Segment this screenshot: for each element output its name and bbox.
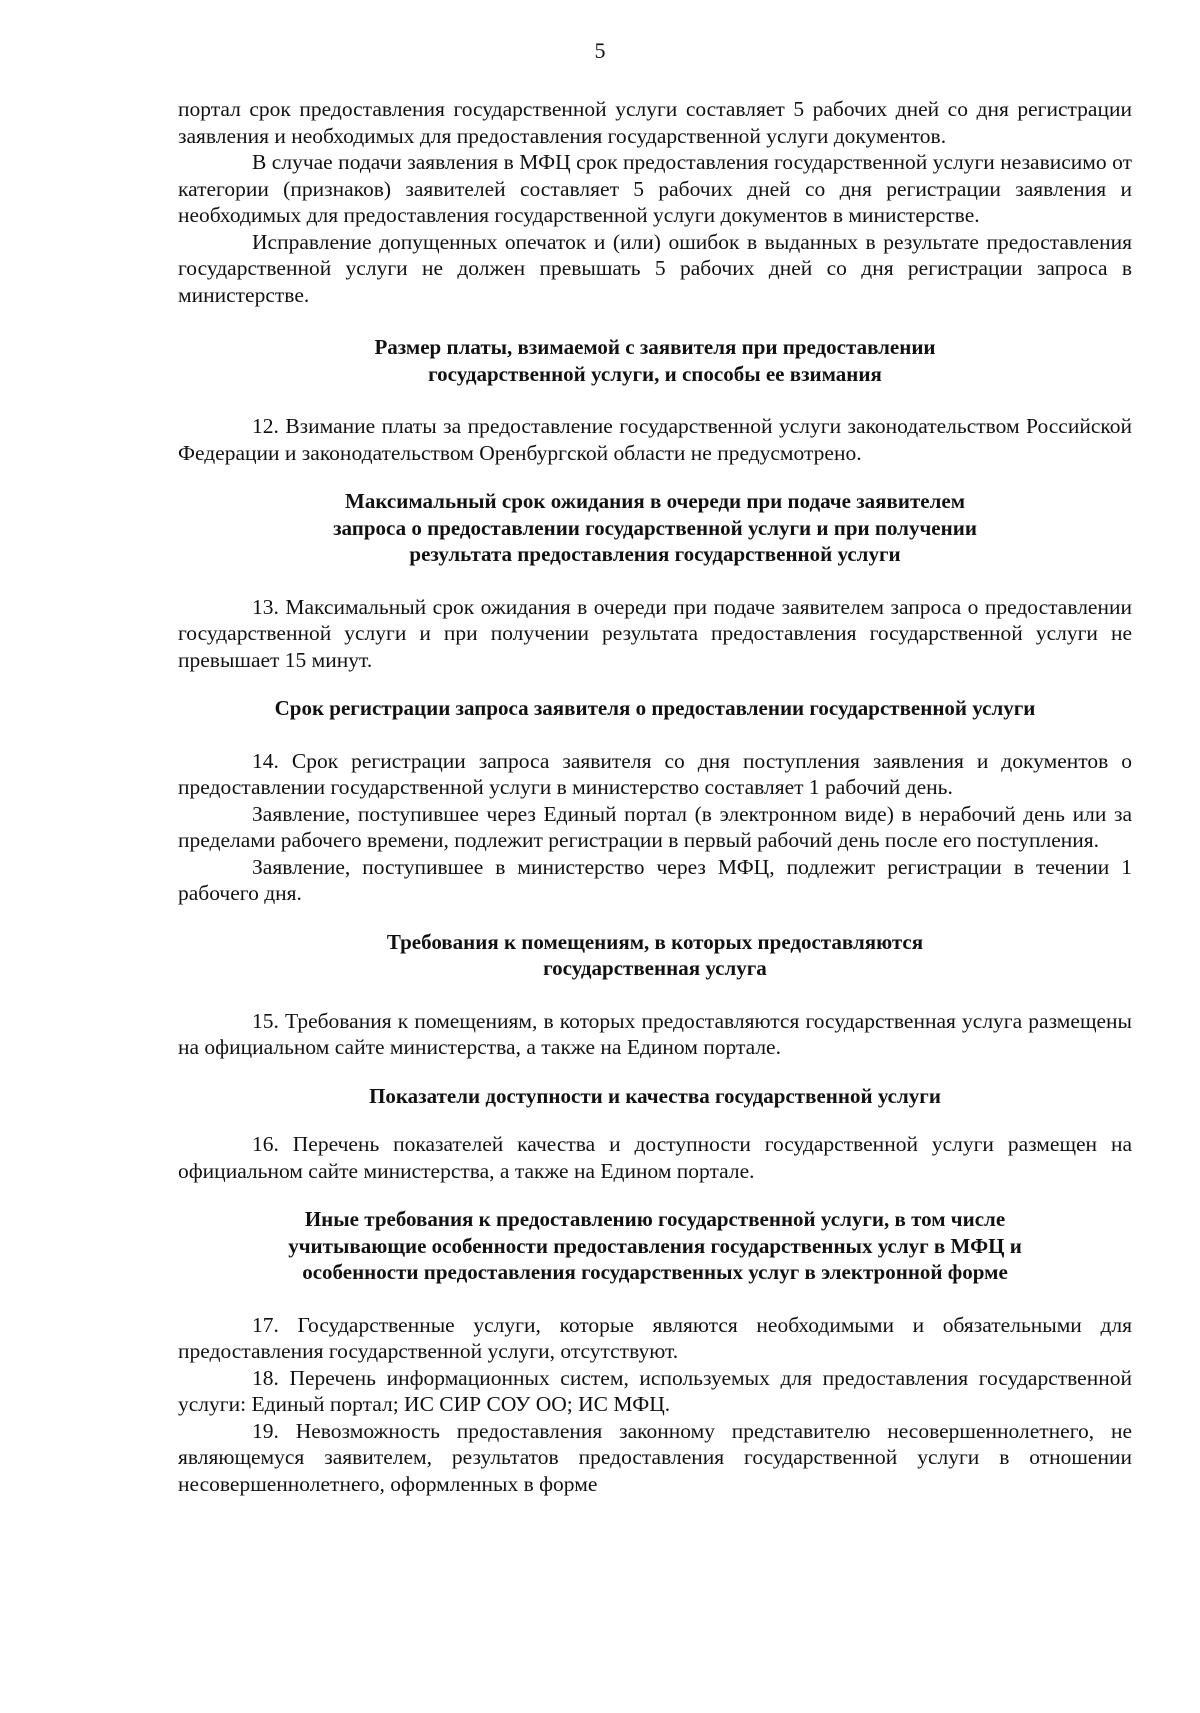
- section-heading-line: Размер платы, взимаемой с заявителя при предоставлении: [374, 335, 936, 359]
- section-heading-line: запроса о предоставлении государственной услуги и при получении: [333, 515, 977, 540]
- paragraph: 14. Срок регистрации запроса заявителя со дня поступления заявления и документов о предоставлении государственной услуги в министерство составляет 1 рабочий день.: [178, 748, 1132, 799]
- paragraph: 16. Перечень показателей качества и доступности государственной услуги размещен на официальном сайте министерства, а также на Едином портале.: [178, 1132, 1132, 1183]
- spacer: [178, 1109, 1132, 1131]
- paragraph: В случае подачи заявления в МФЦ срок предоставления государственной услуги независимо от категории (признаков) заявителей составляет 5 рабочих дней со дня регистрации заявления и необходимых для предоставления государственной услуги документов в министерстве.: [178, 150, 1132, 227]
- section-heading-line: государственная услуга: [543, 956, 767, 980]
- spacer: [178, 1286, 1132, 1312]
- section-heading-line: учитывающие особенности предоставления государственных услуг в МФЦ и: [288, 1233, 1022, 1258]
- spacer: [178, 722, 1132, 748]
- paragraph: портал срок предоставления государственной услуги составляет 5 рабочих дней со дня регистрации заявления и необходимых для предоставления государственной услуги документов.: [178, 97, 1132, 148]
- paragraph: 19. Невозможность предоставления законному представителю несовершеннолетнего, не являющемуся заявителем, результатов предоставления государственной услуги в отношении несовершеннолетнего, оформленных в форме: [178, 1418, 1132, 1496]
- spacer: [178, 1184, 1132, 1206]
- paragraph: 12. Взимание платы за предоставление государственной услуги законодательством Российской Федерации и законодательством Оренбургской области не предусмотрено.: [178, 414, 1132, 465]
- paragraph: 15. Требования к помещениям, в которых предоставляются государственная услуга размещены на официальном сайте министерства, а также на Едином портале.: [178, 1008, 1132, 1059]
- section-heading-line: Показатели доступности и качества государственной услуги: [369, 1083, 941, 1108]
- section-heading-line: государственной услуги, и способы ее взимания: [428, 361, 882, 386]
- spacer: [178, 308, 1132, 334]
- spacer: [178, 673, 1132, 695]
- paragraph: Заявление, поступившее в министерство через МФЦ, подлежит регистрации в течении 1 рабочего дня.: [178, 854, 1132, 905]
- paragraph: 17. Государственные услуги, которые являются необходимыми и обязательными для предоставления государственной услуги, отсутствуют.: [178, 1312, 1132, 1363]
- section-heading: [178, 334, 1132, 387]
- spacer: [178, 982, 1132, 1008]
- section-heading-line: Максимальный срок ожидания в очереди при подаче заявителем: [345, 489, 965, 513]
- section-heading: [178, 695, 1132, 722]
- spacer: [178, 1061, 1132, 1083]
- section-heading-line: Иные требования к предоставлению государственной услуги, в том числе: [304, 1207, 1006, 1231]
- document-body: [178, 96, 1132, 1497]
- paragraph: Заявление, поступившее через Единый портал (в электронном виде) в нерабочий день или за пределами рабочего времени, подлежит регистрации в первый рабочий день после его поступления.: [178, 801, 1132, 852]
- section-heading: [178, 1206, 1132, 1286]
- page-number: 5: [594, 38, 606, 63]
- paragraph: 18. Перечень информационных систем, используемых для предоставления государственной услуги: Единый портал; ИС СИР СОУ ОО; ИС МФЦ.: [178, 1365, 1132, 1416]
- spacer: [178, 907, 1132, 929]
- spacer: [178, 568, 1132, 594]
- spacer: [178, 466, 1132, 488]
- section-heading: [178, 1083, 1132, 1110]
- section-heading-line: особенности предоставления государственных услуг в электронной форме: [302, 1260, 1008, 1284]
- section-heading-line: результата предоставления государственной услуги: [409, 542, 901, 566]
- spacer: [178, 387, 1132, 413]
- section-heading: [178, 488, 1132, 568]
- paragraph: 13. Максимальный срок ожидания в очереди при подаче заявителем запроса о предоставлении государственной услуги и при получении результата предоставления государственной услуги не превышает 15 минут.: [178, 594, 1132, 672]
- paragraph: Исправление допущенных опечаток и (или) ошибок в выданных в результате предоставления государственной услуги не должен превышать 5 рабочих дней со дня регистрации запроса в министерстве.: [178, 229, 1132, 307]
- section-heading-line: Срок регистрации запроса заявителя о предоставлении государственной услуги: [274, 696, 1036, 720]
- section-heading-line: Требования к помещениям, в которых предоставляются: [386, 929, 924, 954]
- section-heading: [178, 929, 1132, 982]
